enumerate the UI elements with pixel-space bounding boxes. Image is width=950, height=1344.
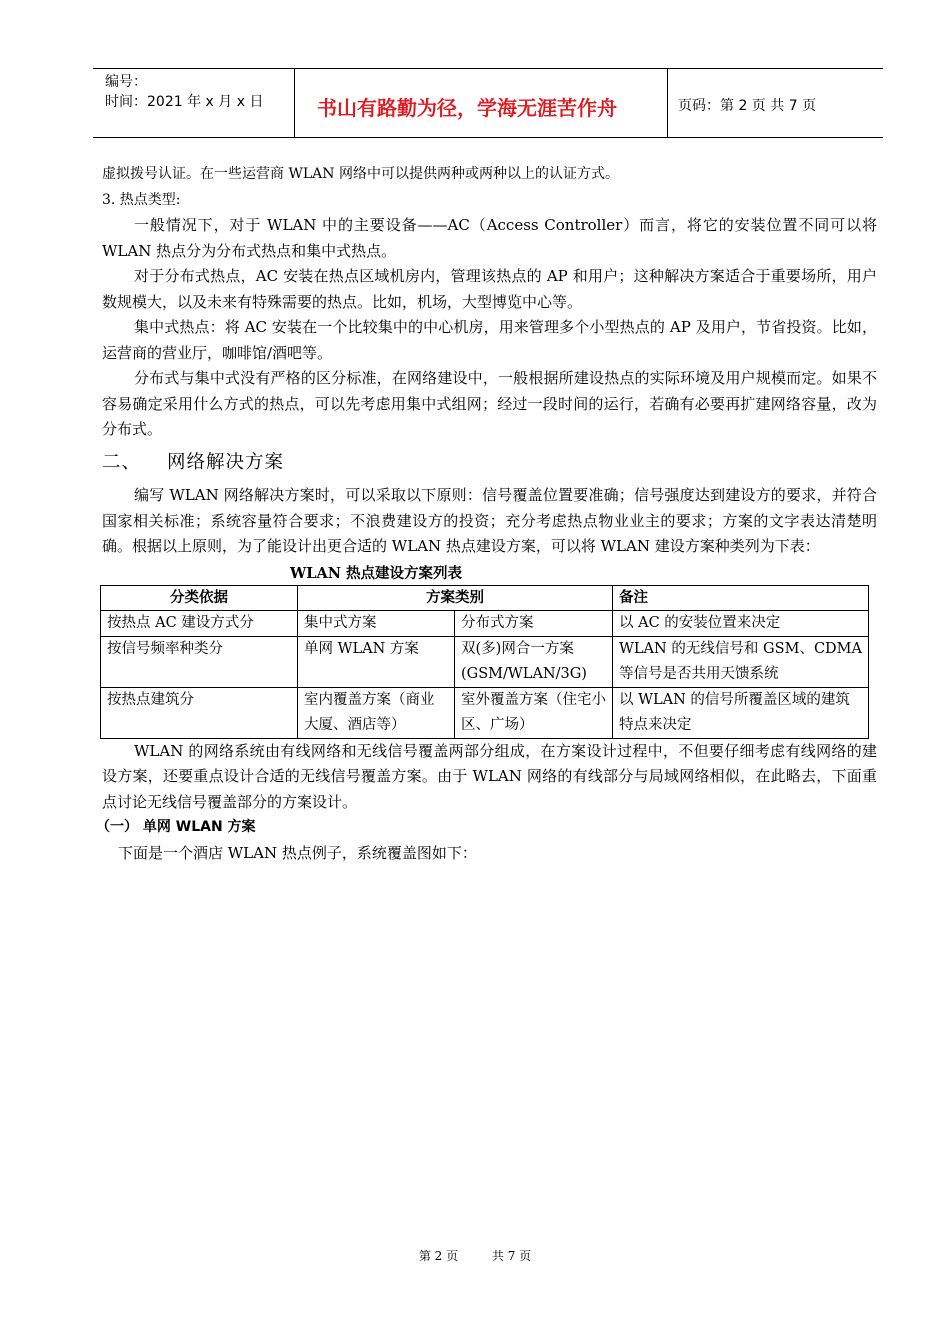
table-cell: 集中式方案 [298, 610, 455, 636]
table-header-cell: 分类依据 [101, 585, 298, 610]
paragraph: 下面是一个酒店 WLAN 热点例子，系统覆盖图如下： [118, 843, 477, 862]
header-page-info: 页码：第 2 页 共 7 页 [678, 98, 817, 114]
paragraph: 一般情况下，对于 WLAN 中的主要设备——AC（Access Controller）而言，将它的安装位置不同可以将 WLAN 热点分为分布式热点和集中式热点。 [102, 216, 877, 260]
section-title: 网络解决方案 [167, 451, 285, 473]
table-cell: 按信号频率种类分 [101, 636, 298, 687]
table-row [101, 610, 869, 636]
paragraph: 编写 WLAN 网络解决方案时，可以采取以下原则：信号覆盖位置要准确；信号强度达到建设方的要求，并符合国家相关标准；系统容量符合要求；不浪费建设方的投资；充分考虑热点物业业主的要求；方案的文字表达清楚明确。根据以上原则，为了能设计出更合适的 WLAN 热点建设方案，可以将 WLAN 建设方案种类列为下表： [102, 486, 877, 555]
header-page-cell [668, 69, 883, 137]
table-row [101, 687, 869, 738]
table-cell: 分布式方案 [455, 610, 613, 636]
table-cell: 双(多)网合一方案(GSM/WLAN/3G) [455, 636, 613, 687]
header-motto-cell [295, 69, 668, 137]
table-cell: 按热点 AC 建设方式分 [101, 610, 298, 636]
table-caption: WLAN 热点建设方案列表 [290, 564, 463, 582]
table-cell: 以 WLAN 的信号所覆盖区域的建筑特点来决定 [613, 687, 869, 738]
table-row [101, 636, 869, 687]
paragraph: WLAN 的网络系统由有线网络和无线信号覆盖两部分组成，在方案设计过程中，不但要仔细考虑有线网络的建设方案，还要重点设计合适的无线信号覆盖方案。由于 WLAN 网络的有线部分与局域网络相似，在此略去，下面重点讨论无线信号覆盖部分的方案设计。 [102, 741, 877, 811]
footer-page: 第 2 页 [418, 1249, 459, 1263]
paragraph: 对于分布式热点，AC 安装在热点区域机房内，管理该热点的 AP 和用户；这种解决方案适合于重要场所，用户数规模大，以及未来有特殊需要的热点。比如，机场，大型博览中心等。 [102, 267, 877, 311]
paragraph: 集中式热点：将 AC 安装在一个比较集中的中心机房，用来管理多个小型热点的 AP 及用户，节省投资。比如，运营商的营业厅，咖啡馆/酒吧等。 [102, 318, 877, 362]
page-header [93, 68, 883, 138]
header-meta [93, 69, 295, 137]
subsection-heading: （一） 单网 WLAN 方案 [96, 819, 256, 835]
list-heading: 3. 热点类型: [102, 191, 181, 208]
table-cell: 室内覆盖方案（商业大厦、酒店等） [298, 687, 455, 738]
section-number: 二、 [102, 451, 142, 473]
table-cell: 单网 WLAN 方案 [298, 636, 455, 687]
table-cell: 室外覆盖方案（住宅小区、广场） [455, 687, 613, 738]
doc-time-label: 时间：2021 年 x 月 x 日 [105, 94, 264, 110]
table-cell: WLAN 的无线信号和 GSM、CDMA 等信号是否共用天馈系统 [613, 636, 869, 687]
page-footer [0, 1247, 950, 1264]
table-header-row [101, 585, 869, 610]
table-header-cell: 方案类别 [298, 585, 613, 610]
table-cell: 以 AC 的安装位置来决定 [613, 610, 869, 636]
document-body [96, 162, 877, 866]
table-header-cell: 备注 [613, 585, 869, 610]
footer-total: 共 7 页 [491, 1249, 532, 1263]
paragraph: 分布式与集中式没有严格的区分标准，在网络建设中，一般根据所建设热点的实际环境及用户规模而定。如果不容易确定采用什么方式的热点，可以先考虑用集中式组网；经过一段时间的运行，若确有必要再扩建网络容量，改为分布式。 [102, 369, 877, 438]
paragraph: 虚拟拨号认证。在一些运营商 WLAN 网络中可以提供两种或两种以上的认证方式。 [102, 166, 619, 182]
solutions-table [100, 585, 869, 739]
table-cell: 按热点建筑分 [101, 687, 298, 738]
section-heading [102, 450, 877, 476]
header-motto: 书山有路勤为径，学海无涯苦作舟 [317, 96, 617, 120]
doc-number-label: 编号： [105, 74, 147, 90]
